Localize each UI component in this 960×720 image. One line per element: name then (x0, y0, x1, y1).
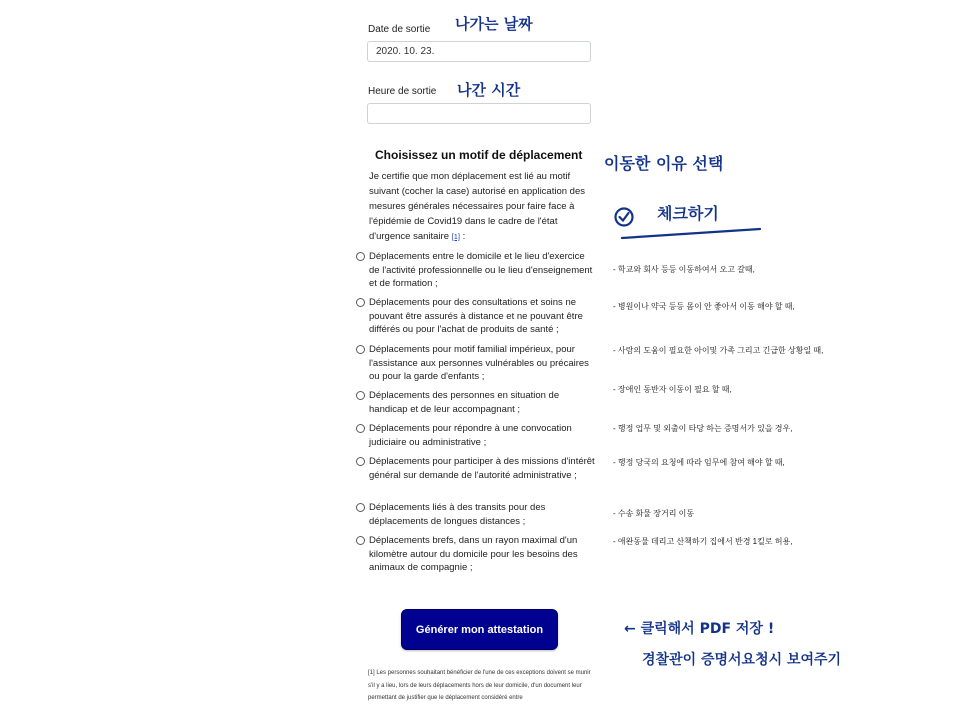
handwritten-check-note: 체크하기 (657, 204, 719, 223)
handwritten-police-note: 경찰관이 증명서요청시 보여주기 (642, 652, 842, 668)
handwritten-click-note: ← 클릭해서 PDF 저장 ! (624, 621, 775, 637)
time-label: Heure de sortie (368, 86, 437, 97)
motif-option-label: Déplacements pour répondre à une convocation judiciaire ou administrative ; (369, 423, 572, 448)
motif-intro (369, 169, 595, 244)
motif-option-label: Déplacements des personnes en situation de handicap et de leur accompagnant ; (369, 390, 560, 415)
footnote: [1] Les personnes souhaitant bénéficier de l'une de ces exceptions doivent se munir s'il y a lieu, lors de leurs déplacements hors de leur domicile, d'un document leur permettant de justifier que le déplacement considéré entre (368, 670, 591, 701)
radio-button[interactable] (356, 391, 365, 400)
radio-button[interactable] (356, 536, 365, 545)
radio-button[interactable] (356, 252, 365, 261)
motif-option-label: Déplacements pour des consultations et soins ne pouvant être assurés à distance et ne pouvant être différés ou pour l'achat de produits de santé ; (369, 297, 583, 335)
korean-note: - 장애인 동반자 이동이 필요 할 때, (613, 385, 732, 394)
radio-button[interactable] (356, 424, 365, 433)
motif-option-label: Déplacements brefs, dans un rayon maximal d'un kilomètre autour du domicile pour les besoins des animaux de compagnie ; (369, 535, 578, 573)
date-label: Date de sortie (368, 24, 431, 35)
motif-option-label: Déplacements pour participer à des missions d'intérêt général sur demande de l'autorité administrative ; (369, 456, 595, 481)
motif-option-label: Déplacements liés à des transits pour des déplacements de longues distances ; (369, 502, 546, 527)
korean-note: - 수송 화물 장거리 이동 (613, 509, 695, 518)
korean-note: - 학교와 회사 등등 이동하여서 오고 갈때, (613, 265, 755, 274)
korean-note: - 병원이나 약국 등등 몸이 안 좋아서 이동 해야 할 때, (613, 302, 795, 311)
motif-option-label: Déplacements entre le domicile et le lieu d'exercice de l'activité professionnelle ou le lieu d'enseignement et de formation ; (369, 251, 593, 289)
handwritten-reason-note: 이동한 이유 선택 (604, 154, 724, 173)
korean-note: - 사람의 도움이 필요한 아이및 가족 그리고 긴급한 상황일 때, (613, 346, 824, 355)
radio-button[interactable] (356, 298, 365, 307)
footnote-link[interactable]: [1] (451, 232, 460, 241)
korean-note: - 애완동물 데리고 산책하기 집에서 반경 1킬로 허용, (613, 537, 793, 546)
korean-note: - 행정 업무 및 외출이 타당 하는 증명서가 있을 경우, (613, 424, 793, 433)
motif-intro-colon: : (459, 231, 466, 242)
handwritten-time-note: 나간 시간 (457, 81, 521, 99)
handwritten-date-note: 나가는 날짜 (455, 15, 533, 33)
radio-button[interactable] (356, 503, 365, 512)
motif-heading: Choisissez un motif de déplacement (375, 148, 583, 162)
radio-button[interactable] (356, 457, 365, 466)
generate-attestation-button[interactable]: Générer mon attestation (401, 609, 558, 650)
korean-note: - 행정 당국의 요청에 따라 임무에 참여 해야 할 때, (613, 458, 785, 467)
date-input[interactable]: 2020. 10. 23. (367, 41, 591, 62)
time-input[interactable] (367, 103, 591, 124)
motif-option-label: Déplacements pour motif familial impérieux, pour l'assistance aux personnes vulnérables ou précaires ou pour la garde d'enfants ; (369, 344, 589, 382)
motif-intro-text: Je certifie que mon déplacement est lié au motif suivant (cocher la case) autorisé en application des mesures générales nécessaires pour faire face à l'épidémie de Covid19 dans le cadre de l'état d'urgence sanitaire (369, 171, 585, 242)
radio-button[interactable] (356, 345, 365, 354)
